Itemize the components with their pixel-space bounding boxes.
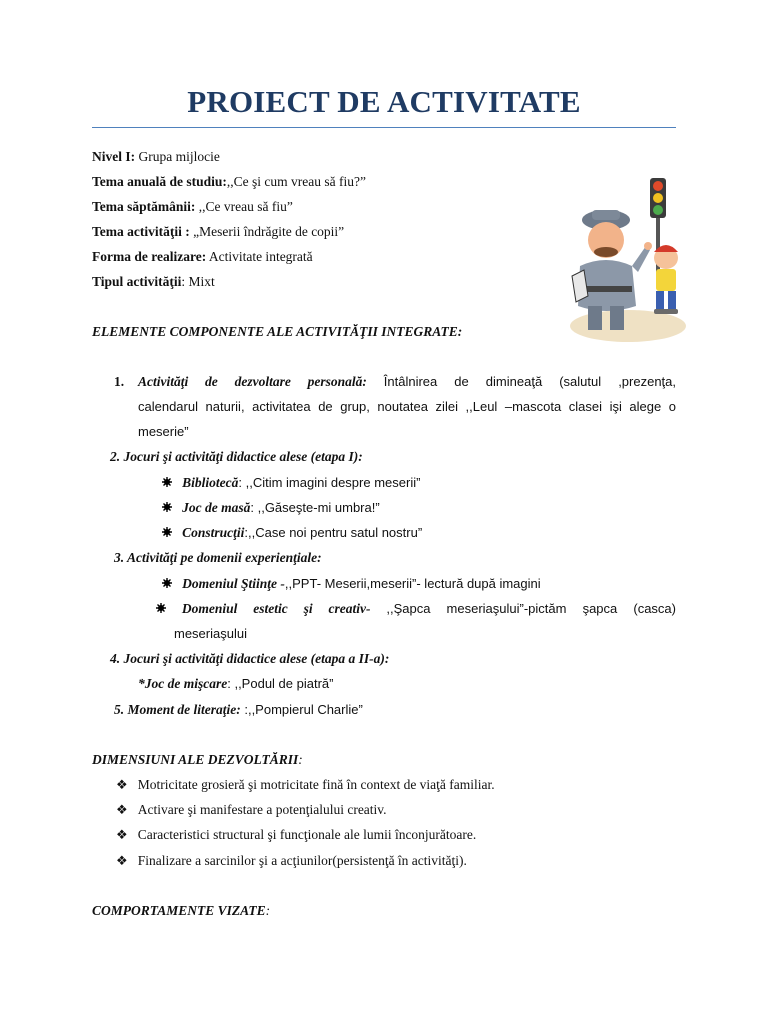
dimension-item: ❖ Activare şi manifestare a potenţialului creativ. xyxy=(116,802,387,818)
item-1-line-3: meserie” xyxy=(138,424,189,439)
info-weekly-theme: Tema săptămânii: ,,Ce vreau să fiu” xyxy=(92,199,293,214)
page-title: PROIECT DE ACTIVITATE xyxy=(187,84,581,119)
dimension-item: ❖ Motricitate grosieră şi motricitate fină în context de viaţă familiar. xyxy=(116,777,495,793)
diamond-bullet-icon: ❖ xyxy=(116,854,128,869)
diamond-bullet-icon: ❖ xyxy=(116,803,128,818)
info-level: Nivel I: Grupa mijlocie xyxy=(92,149,220,164)
dimension-item: ❖ Caracteristici structural şi funcţionale ale lumii înconjurătoare. xyxy=(116,827,477,843)
flower-bullet-icon xyxy=(156,601,166,611)
flower-bullet-icon xyxy=(162,525,172,535)
item-3-heading: 3. Activităţi pe domenii experienţiale: xyxy=(114,550,322,565)
section-dimensions-heading: DIMENSIUNI ALE DEZVOLTĂRII: xyxy=(92,752,303,767)
item-2-library: Bibliotecă: ,,Citim imagini despre meserii” xyxy=(162,475,420,491)
item-3-science: Domeniul Ştiinţe -,,PPT- Meserii,meserii”- lectură după imagini xyxy=(162,576,541,592)
diamond-bullet-icon: ❖ xyxy=(116,778,128,793)
traffic-policeman-illustration xyxy=(566,166,686,344)
section-components-heading: ELEMENTE COMPONENTE ALE ACTIVITĂŢII INTEGRATE: xyxy=(92,324,463,339)
item-3-aesthetic: Domeniul estetic şi creativ- ,,Şapca meseriaşului”-pictăm şapca (casca) xyxy=(156,601,676,617)
flower-bullet-icon xyxy=(162,475,172,485)
section-behaviours-heading: COMPORTAMENTE VIZATE: xyxy=(92,903,271,918)
flower-bullet-icon xyxy=(162,576,172,586)
item-4-heading: 4. Jocuri şi activităţi didactice alese (etapa a II-a): xyxy=(110,651,390,666)
flower-bullet-icon xyxy=(162,500,172,510)
info-type: Tipul activităţii: Mixt xyxy=(92,274,215,289)
info-form: Forma de realizare: Activitate integrată xyxy=(92,249,313,264)
diamond-bullet-icon: ❖ xyxy=(116,828,128,843)
item-4-movement-game: *Joc de mişcare: ,,Podul de piatră” xyxy=(138,676,334,691)
item-1-line-2: calendarul naturii, activitatea de grup, noutatea zilei ,,Leul –mascota clasei işi alege o xyxy=(138,399,676,414)
item-5-literacy: 5. Moment de literaţie: :,,Pompierul Charlie” xyxy=(114,702,363,717)
title-divider xyxy=(92,127,676,128)
item-2-heading: 2. Jocuri şi activităţi didactice alese (etapa I): xyxy=(110,449,363,464)
info-annual-theme: Tema anuală de studiu:,,Ce şi cum vreau să fiu?” xyxy=(92,174,366,189)
info-activity-theme: Tema activităţii : „Meserii îndrăgite de copii” xyxy=(92,224,345,239)
item-2-table-game: Joc de masă: ,,Găseşte-mi umbra!” xyxy=(162,500,380,516)
item-2-constructions: Construcţii:,,Case noi pentru satul nostru” xyxy=(162,525,422,541)
item-3-aesthetic-line-2: meseriaşului xyxy=(174,626,247,641)
item-1-number: 1. xyxy=(114,374,125,389)
dimension-item: ❖ Finalizare a sarcinilor şi a acţiunilor(persistenţă în activităţi). xyxy=(116,853,467,869)
item-1-line-1: Activităţi de dezvoltare personală: Întâlnirea de dimineaţă (salutul ,prezenţa, xyxy=(138,374,677,389)
